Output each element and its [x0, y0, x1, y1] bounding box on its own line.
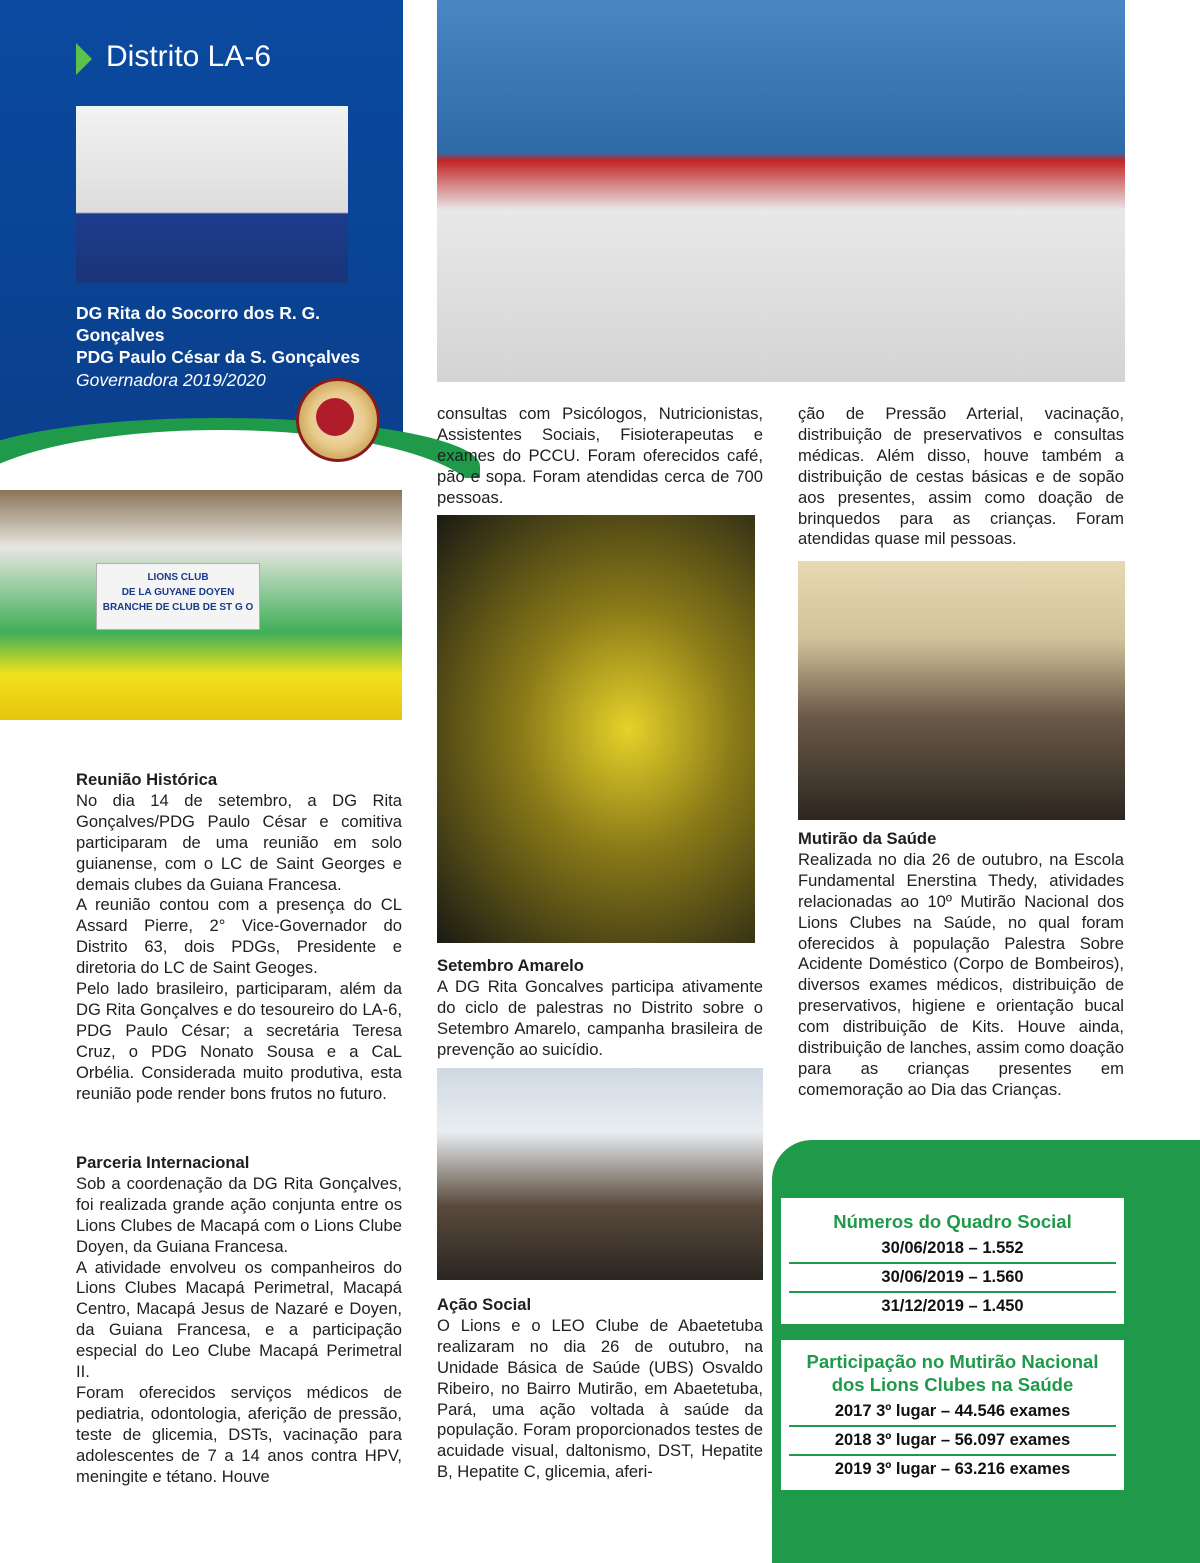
article-parceria: [76, 1153, 402, 1488]
caption-name-1: DG Rita do Socorro dos R. G.: [76, 303, 321, 323]
quadro-social-box: [781, 1198, 1124, 1324]
paragraph: consultas com Psicólogos, Nutricionistas, Assistentes Sociais, Fisioterapeutas e exames do PCCU. Foram oferecidos café, pão e sopa. Foram atendidas cerca de 700 pessoas.: [437, 404, 763, 507]
article-cont-right: [798, 404, 1124, 550]
paragraph: O Lions e o LEO Clube de Abaetetuba realizaram no dia 26 de outubro, na Unidade Básica de Saúde (UBS) Osvaldo Ribeiro, no Bairro Mutirão, em Abaetetuba, Pará, uma ação voltada à saúde da população. Foram proporcionados testes de acuidade visual, daltonismo, DST, Hepatite B, Hepatite C, glicemia, aferi-: [437, 1315, 763, 1482]
article-reuniao: [76, 770, 402, 1105]
portrait-photo: [76, 106, 348, 283]
caption-name-3: PDG Paulo César da S. Gonçalves: [76, 347, 360, 367]
mutirao-photo: [798, 561, 1125, 820]
mutirao-title-1: Participação no Mutirão Nacional: [806, 1351, 1099, 1372]
paragraph: Sob a coordenação da DG Rita Gonçalves, foi realizada grande ação conjunta entre os Lions Clubes de Macapá com o Lions Clube Doyen, da Guiana Francesa.: [76, 1173, 402, 1256]
heading-reuniao: Reunião Histórica: [76, 770, 218, 789]
article-cont-mid: [437, 404, 763, 509]
paragraph: ção de Pressão Arterial, vacinação, distribuição de preservativos e consultas médicas. Além disso, houve também a distribuição de cestas básicas e de sopão aos presentes, assim como doação de brinquedos para as crianças. Foram atendidas quase mil pessoas.: [798, 404, 1124, 549]
mutirao-title-2: dos Lions Clubes na Saúde: [831, 1374, 1074, 1395]
mutirao-box: [781, 1340, 1124, 1490]
paragraph: No dia 14 de setembro, a DG Rita Gonçalves/PDG Paulo César e comitiva participaram de uma reunião em solo guianense, com o LC de Saint Georges e demais clubes da Guiana Francesa.: [76, 790, 402, 894]
lions-banner: [96, 563, 260, 630]
quadro-title: Números do Quadro Social: [833, 1211, 1072, 1232]
quadro-row: 30/06/2018 – 1.552: [789, 1235, 1116, 1264]
quadro-row: 30/06/2019 – 1.560: [789, 1264, 1116, 1293]
mutirao-row: 2018 3º lugar – 56.097 exames: [789, 1427, 1116, 1456]
caption-name-2: Gonçalves: [76, 325, 165, 345]
article-setembro: [437, 956, 763, 1061]
paragraph: Pelo lado brasileiro, participaram, além da DG Rita Gonçalves e do tesoureiro do LA-6, PDG Paulo César; a secretária Teresa Cruz, o PDG Nonato Sousa e a CaL Orbélia. Considerada muito produtiva, esta reunião pode render bons frutos no futuro.: [76, 979, 402, 1103]
paragraph: Realizada no dia 26 de outubro, na Escola Fundamental Enerstina Thedy, atividades relacionadas ao 10º Mutirão Nacional dos Lions Clubes na Saúde, no qual foram oferecidos à população Palestra Sobre Acidente Doméstico (Corpo de Bombeiros), diversos exames médicos, distribuição de preservativos, higiene e orientação bucal com distribuição de Kits. Houve ainda, distribuição de lanches, assim como doação para as crianças presentes em comemoração ao Dia das Crianças.: [798, 849, 1124, 1099]
paragraph: Foram oferecidos serviços médicos de pediatria, odontologia, aferição de pressão, teste de glicemia, DSTs, vacinação para adolescentes de 7 a 14 anos contra HPV, meningite e tétano. Houve: [76, 1382, 402, 1486]
caption-role: Governadora 2019/2020: [76, 370, 266, 390]
heading-parceria: Parceria Internacional: [76, 1153, 250, 1172]
arrow-icon: [76, 43, 92, 75]
mutirao-row: 2017 3º lugar – 44.546 exames: [789, 1398, 1116, 1427]
heading-acao: Ação Social: [437, 1295, 532, 1314]
heading-mutirao: Mutirão da Saúde: [798, 829, 937, 848]
banner-line-2: DE LA GUYANE DOYEN: [121, 587, 235, 598]
paragraph: A DG Rita Goncalves participa ativamente do ciclo de palestras no Distrito sobre o Setembro Amarelo, campanha brasileira de prevenção ao suicídio.: [437, 976, 763, 1059]
article-acao: [437, 1295, 763, 1483]
paragraph: A atividade envolveu os companheiros do Lions Clubes Macapá Perimetral, Macapá Centro, Macapá Jesus de Nazaré e Doyen, da Guiana Francesa, e a participação especial do Leo Clube Macapá Perimetral II.: [76, 1257, 402, 1382]
heading-setembro: Setembro Amarelo: [437, 956, 584, 975]
health-event-photo: [437, 0, 1125, 382]
district-title: Distrito LA-6: [106, 40, 272, 73]
heart-icon: [316, 398, 354, 436]
banner-line-1: LIONS CLUB: [147, 572, 209, 583]
banner-line-3: BRANCHE DE CLUB DE ST G O: [102, 602, 254, 613]
article-mutirao: [798, 829, 1124, 1101]
paragraph: A reunião contou com a presença do CL Assard Pierre, 2° Vice-Governador do Distrito 63, dois PDGs, Presidente e diretoria do LC de Saint Geoges.: [76, 895, 402, 978]
quadro-row: 31/12/2019 – 1.450: [881, 1297, 1024, 1315]
mutirao-row: 2019 3º lugar – 63.216 exames: [834, 1460, 1071, 1478]
setembro-amarelo-photo: [437, 515, 755, 943]
acao-social-photo: [437, 1068, 763, 1280]
